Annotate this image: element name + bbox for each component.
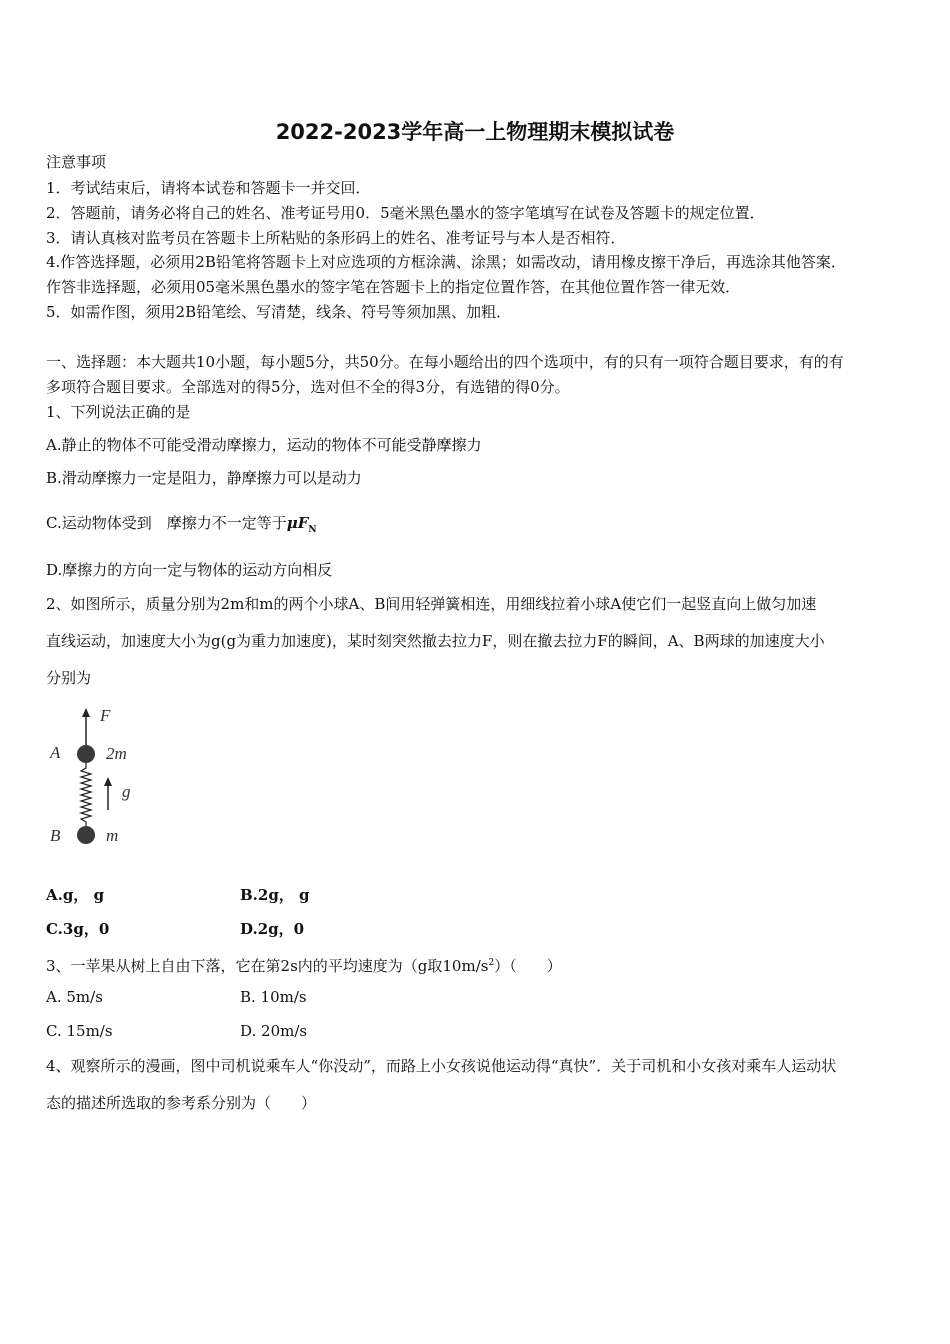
- notice-heading: 注意事项: [46, 153, 107, 171]
- spring: [81, 763, 91, 826]
- ball-a-mass: 2m: [106, 744, 127, 763]
- q2-option-d: D.2g，0: [240, 920, 305, 938]
- q1-option-c: [46, 514, 317, 539]
- ball-a-label: A: [50, 743, 61, 762]
- force-arrow-head: [82, 708, 90, 717]
- ball-b-mass: m: [106, 826, 119, 845]
- question-2-stem: 2、如图所示，质量分别为2m和m的两个小球A、B间用轻弹簧相连，用细线拉着小球A使它们一起竖直向上做匀加速: [46, 595, 817, 613]
- q3-option-c: C. 15m/s: [46, 1022, 113, 1040]
- q2-option-c: C.3g，0: [46, 920, 110, 938]
- q3-option-b: B. 10m/s: [240, 988, 307, 1006]
- spring-balls-figure: [46, 702, 156, 852]
- q2-option-a: A.g， g: [46, 886, 105, 904]
- force-label: F: [100, 706, 111, 725]
- section-instructions: 一、选择题：本大题共10小题，每小题5分，共50分。在每小题给出的四个选项中，有的只有一项符合题目要求，有的有: [46, 353, 844, 371]
- q3-stem-superscript: 2: [488, 958, 495, 968]
- q3-option-d: D. 20m/s: [240, 1022, 308, 1040]
- notice-item: 4.作答选择题，必须用2B铅笔将答题卡上对应选项的方框涂满、涂黑；如需改动，请用橡皮擦干净后，再选涂其他答案．: [46, 253, 846, 271]
- acceleration-label: g: [122, 782, 131, 801]
- question-3-stem: [46, 954, 562, 975]
- q1-option-c-text: C.运动物体受到 摩擦力不一定等于: [46, 514, 287, 532]
- q1-option-d: D.摩擦力的方向一定与物体的运动方向相反: [46, 561, 333, 579]
- q1-option-a: A.静止的物体不可能受滑动摩擦力，运动的物体不可能受静摩擦力: [46, 436, 482, 454]
- question-1-stem: 1、下列说法正确的是: [46, 403, 191, 421]
- question-4-stem: 态的描述所选取的参考系分别为（ ）: [46, 1094, 317, 1112]
- page-title: 2022-2023学年高一上物理期末模拟试卷: [275, 120, 675, 144]
- ball-b: [77, 826, 95, 844]
- acceleration-arrow-head: [104, 777, 112, 786]
- notice-item: 1．考试结束后，请将本试卷和答题卡一并交回．: [46, 179, 371, 197]
- q2-option-b: B.2g， g: [240, 886, 310, 904]
- notice-item: 作答非选择题，必须用05毫米黑色墨水的签字笔在答题卡上的指定位置作答，在其他位置作答一律无效．: [46, 278, 741, 296]
- ball-a: [77, 745, 95, 763]
- q1-option-b: B.滑动摩擦力一定是阻力，静摩擦力可以是动力: [46, 469, 362, 487]
- question-4-stem: 4、观察所示的漫画，图中司机说乘车人“你没动”，而路上小女孩说他运动得“真快”．关于司机和小女孩对乘车人运动状: [46, 1057, 837, 1075]
- question-2-stem: 分别为: [46, 669, 92, 687]
- notice-item: 5．如需作图，须用2B铅笔绘、写清楚，线条、符号等须加黑、加粗．: [46, 303, 512, 321]
- section-instructions: 多项符合题目要求。全部选对的得5分，选对但不全的得3分，有选错的得0分。: [46, 378, 570, 396]
- q3-option-a: A. 5m/s: [46, 988, 103, 1006]
- mu-f-symbol: μF: [286, 514, 309, 532]
- q3-stem-end: ）（ ）: [494, 957, 562, 975]
- q3-stem-text: 3、一苹果从树上自由下落，它在第2s内的平均速度为（g取10m/s: [46, 957, 489, 975]
- notice-item: 2．答题前，请务必将自己的姓名、准考证号用0．5毫米黑色墨水的签字笔填写在试卷及答题卡的规定位置．: [46, 204, 765, 222]
- notice-item: 3．请认真核对监考员在答题卡上所粘贴的条形码上的姓名、准考证号与本人是否相符．: [46, 229, 626, 247]
- normal-subscript: N: [308, 525, 317, 535]
- ball-b-label: B: [50, 826, 61, 845]
- question-2-stem: 直线运动，加速度大小为g(g为重力加速度)，某时刻突然撤去拉力F，则在撤去拉力F的瞬间，A、B两球的加速度大小: [46, 632, 825, 650]
